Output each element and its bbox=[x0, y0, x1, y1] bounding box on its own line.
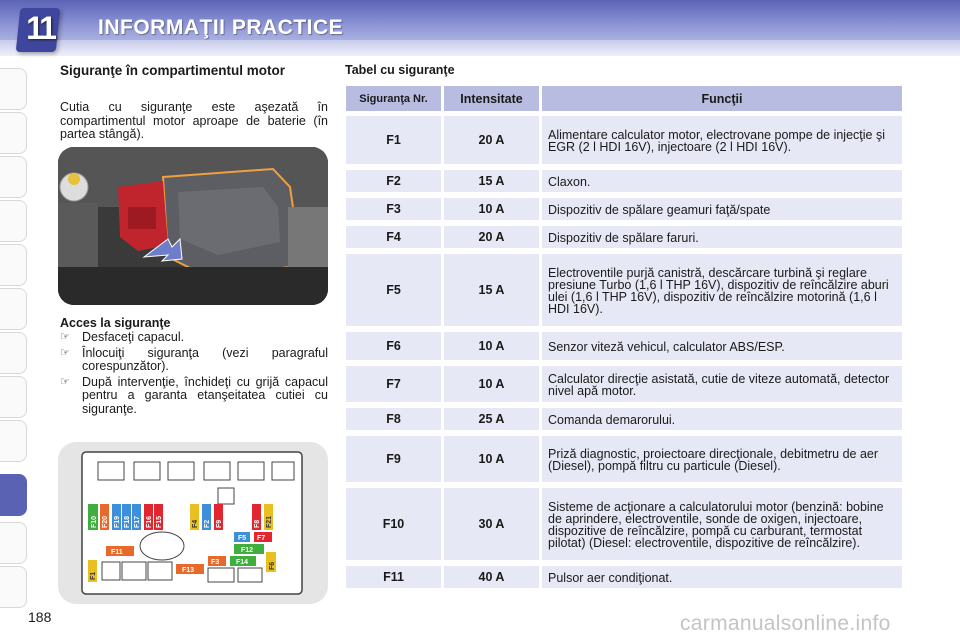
fuse-amperage: 10 A bbox=[444, 366, 539, 402]
chapter-tab[interactable] bbox=[0, 156, 27, 198]
chapter-tab[interactable] bbox=[0, 288, 27, 330]
table-row bbox=[346, 226, 902, 248]
table-caption: Tabel cu siguranţe bbox=[345, 63, 455, 77]
svg-text:F15: F15 bbox=[156, 515, 163, 528]
header-highlight bbox=[0, 40, 960, 56]
chapter-tab[interactable] bbox=[0, 566, 27, 608]
chapter-tab[interactable] bbox=[0, 244, 27, 286]
chapter-tab-active[interactable] bbox=[0, 474, 27, 516]
chapter-tab[interactable] bbox=[0, 200, 27, 242]
svg-text:F9: F9 bbox=[216, 519, 223, 528]
column-header: Siguranţa Nr. bbox=[346, 86, 441, 111]
svg-text:F16: F16 bbox=[146, 515, 153, 528]
access-steps-list bbox=[60, 331, 328, 418]
fuse-number: F1 bbox=[346, 116, 441, 164]
section-title: Siguranţe în compartimentul motor bbox=[60, 63, 286, 78]
svg-text:F18: F18 bbox=[124, 515, 131, 528]
svg-text:F10: F10 bbox=[91, 515, 98, 528]
table-row bbox=[346, 366, 902, 402]
list-item bbox=[60, 376, 328, 417]
chapter-tab[interactable] bbox=[0, 376, 27, 418]
table-row bbox=[346, 408, 902, 430]
fuse-function: Comanda demarorului. bbox=[542, 408, 902, 430]
chapter-tab[interactable] bbox=[0, 68, 27, 110]
fuse-number: F8 bbox=[346, 408, 441, 430]
fuse-function: Alimentare calculator motor, electrovane pompe de injecţie şi EGR (2 l HDI 16V), injectoare (2 l HDI 16V). bbox=[542, 116, 902, 164]
chapter-number: 11 bbox=[26, 10, 54, 46]
svg-text:F1: F1 bbox=[90, 571, 97, 580]
fuse-number: F11 bbox=[346, 566, 441, 588]
fuse-number: F10 bbox=[346, 488, 441, 560]
list-item bbox=[60, 347, 328, 374]
svg-text:F2: F2 bbox=[204, 519, 211, 528]
table-row bbox=[346, 170, 902, 192]
list-item bbox=[60, 331, 328, 345]
page-title: INFORMAŢII PRACTICE bbox=[98, 16, 344, 39]
fuse-function: Pulsor aer condiţionat. bbox=[542, 566, 902, 588]
fuse-number: F5 bbox=[346, 254, 441, 326]
step-text: Înlocuiţi siguranţa (vezi paragraful corespunzător). bbox=[82, 345, 328, 373]
chapter-tab[interactable] bbox=[0, 420, 27, 462]
table-row bbox=[346, 332, 902, 360]
svg-text:F12: F12 bbox=[241, 547, 254, 554]
pointing-hand-icon: ☞ bbox=[60, 346, 70, 359]
table-row bbox=[346, 566, 902, 588]
fuse-function: Calculator direcţie asistată, cutie de viteze automată, detector nivel apă motor. bbox=[542, 366, 902, 402]
fuse-number: F4 bbox=[346, 226, 441, 248]
svg-text:F8: F8 bbox=[254, 519, 261, 528]
svg-text:F21: F21 bbox=[266, 515, 273, 528]
svg-text:F3: F3 bbox=[211, 559, 220, 566]
svg-text:F4: F4 bbox=[192, 519, 199, 528]
svg-text:F7: F7 bbox=[257, 535, 266, 542]
fuse-number: F7 bbox=[346, 366, 441, 402]
fuse-amperage: 10 A bbox=[444, 436, 539, 482]
table-row bbox=[346, 488, 902, 560]
fuse-amperage: 10 A bbox=[444, 198, 539, 220]
svg-text:F6: F6 bbox=[269, 561, 276, 570]
table-row bbox=[346, 436, 902, 482]
fuse-number: F3 bbox=[346, 198, 441, 220]
fuse-amperage: 10 A bbox=[444, 332, 539, 360]
table-row bbox=[346, 198, 902, 220]
step-text: Desfaceţi capacul. bbox=[82, 330, 185, 344]
fuse-amperage: 40 A bbox=[444, 566, 539, 588]
svg-text:F20: F20 bbox=[102, 515, 109, 528]
fuse-function: Dispozitiv de spălare faruri. bbox=[542, 226, 902, 248]
engine-bay-photo bbox=[58, 147, 328, 305]
fuse-amperage: 30 A bbox=[444, 488, 539, 560]
fuse-function: Electroventile purjă canistră, descărcare turbină şi reglare presiune Turbo (1,6 l THP 16V), dispozitiv de reîncălzire aburi ulei (1,6 l THP 16V), dispozitiv de reîncălzire motorină (1,6 l HDI 16V). bbox=[542, 254, 902, 326]
svg-text:F13: F13 bbox=[182, 567, 195, 574]
chapter-tab[interactable] bbox=[0, 112, 27, 154]
page-number: 188 bbox=[28, 609, 52, 625]
svg-text:F11: F11 bbox=[111, 549, 123, 556]
fuse-amperage: 20 A bbox=[444, 226, 539, 248]
svg-text:F5: F5 bbox=[238, 535, 247, 542]
fuse-function: Priză diagnostic, proiectoare direcţionale, debitmetru de aer (Diesel), pompă filtru cu particule (Diesel). bbox=[542, 436, 902, 482]
fuse-function: Dispozitiv de spălare geamuri faţă/spate bbox=[542, 198, 902, 220]
svg-text:F17: F17 bbox=[134, 515, 141, 528]
table-header-row bbox=[346, 86, 902, 111]
table-row bbox=[346, 116, 902, 164]
intro-text: Cutia cu siguranţe este aşezată în compartimentul motor aproape de baterie (în partea stângă). bbox=[60, 100, 328, 141]
fuse-function: Senzor viteză vehicul, calculator ABS/ESP. bbox=[542, 332, 902, 360]
svg-text:F14: F14 bbox=[236, 559, 249, 566]
fuse-amperage: 15 A bbox=[444, 254, 539, 326]
svg-text:F19: F19 bbox=[114, 515, 121, 528]
fuse-function: Sisteme de acţionare a calculatorului motor (benzină: bobine de aprindere, electroventile, sonde de oxigen, injectoare, dispozitive de reîncălzire, pompă cu carburant, termostat pilotat) (Diesel: electroventile, dispozitive de reîncălzire). bbox=[542, 488, 902, 560]
fuse-number: F2 bbox=[346, 170, 441, 192]
fuse-table bbox=[343, 86, 905, 588]
watermark: carmanualsonline.info bbox=[680, 612, 891, 635]
fuse-function: Claxon. bbox=[542, 170, 902, 192]
fuse-amperage: 25 A bbox=[444, 408, 539, 430]
fuse-number: F9 bbox=[346, 436, 441, 482]
column-header: Funcţii bbox=[542, 86, 902, 111]
fuse-box-diagram bbox=[58, 442, 328, 604]
column-header: Intensitate bbox=[444, 86, 539, 111]
chapter-tab[interactable] bbox=[0, 332, 27, 374]
fuse-amperage: 15 A bbox=[444, 170, 539, 192]
table-row bbox=[346, 254, 902, 326]
pointing-hand-icon: ☞ bbox=[60, 331, 70, 343]
step-text: După intervenţie, închideţi cu grijă capacul pentru a garanta etanşeitatea cutiei cu siguranţe. bbox=[82, 374, 328, 416]
access-title: Acces la siguranţe bbox=[60, 316, 171, 330]
chapter-tab[interactable] bbox=[0, 522, 27, 564]
fuse-amperage: 20 A bbox=[444, 116, 539, 164]
pointing-hand-icon: ☞ bbox=[60, 375, 70, 388]
fuse-number: F6 bbox=[346, 332, 441, 360]
